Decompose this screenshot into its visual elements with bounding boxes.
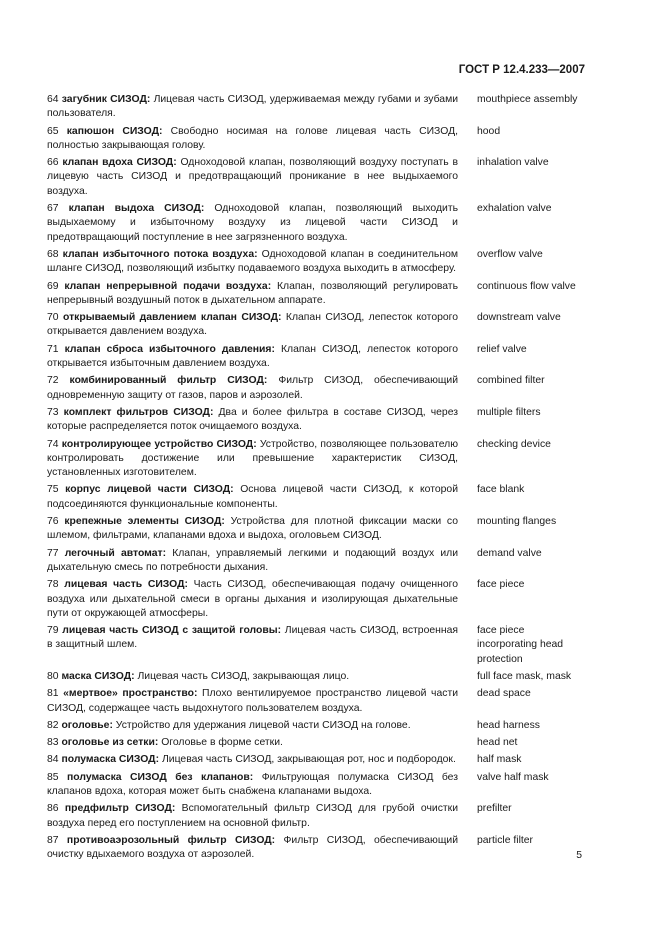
- term-entry: [47, 483, 587, 512]
- term-english-equivalent: face piece incorporating head protection: [477, 625, 564, 665]
- term-number: 81: [47, 688, 59, 700]
- term-number: 68: [47, 248, 59, 260]
- term-name: полумаска СИЗОД без клапанов:: [67, 771, 254, 783]
- term-entry: [47, 374, 587, 403]
- term-name: оголовье из сетки:: [61, 737, 159, 749]
- term-definition-text: Клапан, позволяющий регулировать непрерывный воздушный поток в дыхательном аппарате.: [47, 280, 458, 306]
- term-entry: [47, 802, 587, 831]
- term-name: загубник СИЗОД:: [61, 94, 151, 105]
- term-definition-ru: [47, 343, 458, 372]
- term-number: 78: [47, 579, 59, 591]
- term-entry: [47, 834, 587, 863]
- term-number: 64: [47, 94, 59, 105]
- term-number: 73: [47, 406, 59, 418]
- term-definition-text: Часть СИЗОД, обеспечивающая подачу очищенного воздуха или дыхательной смеси в органы дыхания и изолирующая дыхательные пути от окружающей атмосферы.: [47, 579, 459, 619]
- term-entry: [47, 771, 587, 800]
- term-entry: [47, 343, 587, 372]
- term-number: 71: [47, 343, 59, 355]
- term-definition-ru: [47, 736, 458, 750]
- term-name: клапан выдоха СИЗОД:: [68, 203, 205, 215]
- term-english-equivalent: multiple filters: [477, 406, 541, 418]
- term-number: 75: [47, 484, 59, 496]
- term-definition-text: Устройство для удержания лицевой части СИЗОД на голове.: [115, 719, 411, 731]
- term-definition-ru: [47, 802, 458, 831]
- term-english-equivalent: mounting flanges: [477, 516, 557, 528]
- term-definition-ru: [47, 406, 458, 435]
- term-name: комбинированный фильтр СИЗОД:: [69, 375, 268, 387]
- term-definition-text: Фильтрующая полумаска СИЗОД без клапанов вдоха, которая может быть снабжена клапанами выдоха.: [47, 771, 458, 798]
- term-english-equivalent: head net: [477, 737, 518, 749]
- term-definition-text: Лицевая часть СИЗОД, встроенная в защитный шлем.: [47, 625, 459, 651]
- term-english-equivalent: checking device: [477, 438, 551, 450]
- term-english-equivalent: combined filter: [477, 375, 545, 387]
- term-definition-ru: [47, 578, 458, 621]
- term-number: 85: [47, 771, 59, 783]
- term-number: 84: [47, 754, 59, 766]
- term-definition-ru: [47, 624, 458, 667]
- term-name: корпус лицевой части СИЗОД:: [65, 484, 234, 496]
- term-name: клапан избыточного потока воздуха:: [62, 248, 258, 260]
- term-name: лицевая часть СИЗОД с защитой головы:: [62, 625, 282, 637]
- term-english-equivalent: exhalation valve: [477, 203, 552, 215]
- term-entry: [47, 624, 587, 667]
- term-entry: [47, 736, 587, 750]
- term-definition-text: Вспомогательный фильтр СИЗОД для грубой очистки воздуха перед его поступлением на основной фильтр.: [47, 803, 459, 829]
- term-definition-text: Свободно носимая на голове лицевая часть СИЗОД, полностью закрывающая голову.: [47, 125, 458, 151]
- term-definition-ru: [47, 483, 458, 512]
- term-entry: [47, 719, 587, 733]
- term-entry: [47, 311, 587, 340]
- term-entry: [47, 125, 587, 154]
- term-name: лицевая часть СИЗОД:: [64, 579, 188, 591]
- term-english-equivalent: demand valve: [477, 547, 542, 559]
- term-entry: [47, 670, 587, 684]
- term-number: 74: [47, 438, 59, 450]
- term-entry: [47, 753, 587, 767]
- term-definition-ru: [47, 202, 458, 245]
- term-definition-text: Оголовье в форме сетки.: [161, 737, 283, 749]
- term-definition-text: Устройство, позволяющее пользователю контролировать достижение или превышение характеристик СИЗОД, установленных изготовителем.: [47, 438, 459, 479]
- term-english-equivalent: full face mask, mask: [477, 670, 572, 682]
- term-definition-text: Клапан СИЗОД, лепесток которого открывается избыточным давлением воздуха.: [47, 343, 459, 370]
- term-definition-text: Одноходовой клапан в соединительном шланге СИЗОД, позволяющий избытку подаваемого воздуха выходить в атмосферу.: [47, 248, 458, 275]
- term-name: капюшон СИЗОД:: [66, 125, 163, 137]
- term-definition-text: Устройства для плотной фиксации маски со шлемом, фильтрами, клапанами вдоха и выдоха, оголовьем СИЗОД.: [47, 516, 459, 542]
- term-definition-text: Клапан, управляемый легкими и подающий воздух или дыхательную смесь по потребности дыхания.: [47, 547, 458, 573]
- term-number: 66: [47, 157, 59, 169]
- term-definition-ru: [47, 771, 458, 800]
- term-definition-ru: [47, 156, 458, 199]
- term-entry: [47, 280, 587, 309]
- term-number: 69: [47, 280, 59, 292]
- term-entry: [47, 156, 587, 199]
- term-definition-ru: [47, 834, 458, 863]
- term-english-equivalent: particle filter: [477, 834, 534, 846]
- term-number: 87: [47, 834, 59, 846]
- term-definition-ru: [47, 547, 458, 576]
- document-id-header: ГОСТ Р 12.4.233—2007: [458, 64, 585, 76]
- term-definition-ru: [47, 125, 458, 154]
- term-definition-ru: [47, 374, 458, 403]
- term-entry: [47, 202, 587, 245]
- term-name: комплект фильтров СИЗОД:: [63, 406, 214, 418]
- term-entry: [47, 93, 587, 122]
- term-name: оголовье:: [61, 719, 113, 731]
- term-number: 83: [47, 737, 59, 749]
- term-definition-ru: [47, 670, 458, 684]
- term-entry: [47, 438, 587, 481]
- term-definition-ru: [47, 515, 458, 544]
- term-english-equivalent: hood: [477, 125, 501, 137]
- term-english-equivalent: head harness: [477, 719, 540, 731]
- term-definition-text: Основа лицевой части СИЗОД, к которой подсоединяются функциональные компоненты.: [47, 484, 459, 510]
- term-definition-ru: [47, 248, 458, 277]
- term-entry: [47, 578, 587, 621]
- term-definition-ru: [47, 311, 458, 340]
- term-number: 80: [47, 670, 59, 682]
- term-english-equivalent: relief valve: [477, 343, 527, 355]
- term-definition-text: Лицевая часть СИЗОД, закрывающая лицо.: [137, 670, 350, 682]
- term-definition-text: Фильтр СИЗОД, обеспечивающий очистку вдыхаемого воздуха от аэрозолей.: [47, 834, 459, 861]
- term-entry: [47, 406, 587, 435]
- term-definition-text: Плохо вентилируемое пространство лицевой части СИЗОД, содержащее часть выдохнутого пользователем воздуха.: [47, 688, 459, 714]
- term-name: крепежные элементы СИЗОД:: [64, 516, 225, 528]
- term-name: легочный автомат:: [64, 547, 167, 559]
- term-number: 67: [47, 203, 59, 215]
- term-english-equivalent: face blank: [477, 484, 525, 496]
- term-english-equivalent: dead space: [477, 688, 531, 700]
- term-number: 77: [47, 547, 59, 559]
- term-name: маска СИЗОД:: [61, 670, 135, 682]
- term-english-equivalent: continuous flow valve: [477, 280, 576, 292]
- term-definition-ru: [47, 280, 458, 309]
- term-definition-text: Лицевая часть СИЗОД, удерживаемая между губами и зубами пользователя.: [47, 94, 459, 120]
- term-name: предфильтр СИЗОД:: [64, 803, 176, 815]
- term-name: противоаэрозольный фильтр СИЗОД:: [66, 834, 276, 846]
- term-entry: [47, 687, 587, 716]
- term-number: 82: [47, 719, 59, 731]
- term-name: клапан непрерывной подачи воздуха:: [64, 280, 272, 292]
- term-name: контролирующее устройство СИЗОД:: [61, 438, 257, 450]
- term-definition-ru: [47, 93, 458, 122]
- term-number: 70: [47, 312, 59, 324]
- term-english-equivalent: downstream valve: [477, 312, 561, 324]
- term-definition-text: Лицевая часть СИЗОД, закрывающая рот, нос и подбородок.: [161, 754, 456, 766]
- term-entry: [47, 515, 587, 544]
- term-entry: [47, 547, 587, 576]
- term-definition-ru: [47, 687, 458, 716]
- page-number: 5: [576, 850, 582, 861]
- term-definition-text: Одноходовой клапан, позволяющий воздуху поступать в лицевую часть СИЗОД и предотвращающий проникание в нее выдыхаемого воздуха.: [47, 157, 458, 197]
- term-definition-text: Клапан СИЗОД, лепесток которого открывается давлением воздуха.: [47, 312, 458, 338]
- term-name: клапан вдоха СИЗОД:: [62, 157, 177, 169]
- term-number: 65: [47, 125, 59, 137]
- term-english-equivalent: prefilter: [477, 803, 512, 815]
- term-english-equivalent: half mask: [477, 754, 522, 766]
- term-english-equivalent: face piece: [477, 579, 525, 591]
- term-english-equivalent: valve half mask: [477, 771, 549, 783]
- term-list: [47, 93, 587, 866]
- term-name: клапан сброса избыточного давления:: [64, 343, 275, 355]
- term-definition-text: Два и более фильтра в составе СИЗОД, через которые распределяется поток очищаемого воздуха.: [47, 406, 459, 433]
- term-definition-ru: [47, 753, 458, 767]
- term-entry: [47, 248, 587, 277]
- term-definition-ru: [47, 719, 458, 733]
- term-number: 72: [47, 375, 59, 387]
- term-name: «мертвое» пространство:: [63, 688, 198, 700]
- term-number: 79: [47, 625, 59, 637]
- term-definition-ru: [47, 438, 458, 481]
- term-number: 76: [47, 516, 59, 528]
- term-english-equivalent: inhalation valve: [477, 157, 549, 169]
- term-english-equivalent: mouthpiece assembly: [477, 94, 578, 105]
- term-definition-text: Фильтр СИЗОД, обеспечивающий одновременную защиту от газов, паров и аэрозолей.: [47, 375, 459, 401]
- term-english-equivalent: overflow valve: [477, 248, 543, 260]
- term-definition-text: Одноходовой клапан, позволяющий выходить выдыхаемому и избыточному воздуху из лицевой части СИЗОД и предотвращающий поступление в нее загрязненного воздуха.: [47, 203, 459, 243]
- term-name: полумаска СИЗОД:: [61, 754, 160, 766]
- term-number: 86: [47, 803, 59, 815]
- term-name: открываемый давлением клапан СИЗОД:: [62, 312, 282, 324]
